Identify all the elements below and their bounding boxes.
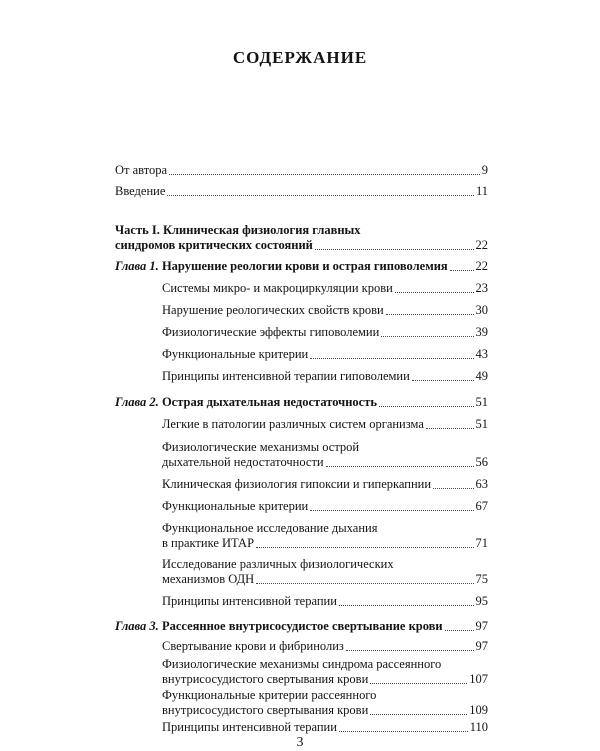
toc-entry-text: Клиническая физиология гипоксии и гиперкапнии <box>162 477 432 491</box>
toc-entry-text-line2: механизмов ОДН <box>162 572 255 586</box>
toc-entry-text: Физиологические эффекты гиповолемии <box>162 325 380 339</box>
toc-entry <box>162 325 488 340</box>
toc-entry-page: 95 <box>475 594 488 608</box>
toc-entry <box>162 417 488 432</box>
toc-entry <box>162 688 488 718</box>
toc-entry-page: 97 <box>475 639 488 653</box>
toc-entry <box>162 281 488 296</box>
toc-entry-page: 97 <box>475 619 488 633</box>
toc-entry <box>162 499 488 514</box>
toc-entry-text-line1: Физиологические механизмы синдрома рассеянного <box>162 657 442 671</box>
toc-entry-page: 22 <box>475 259 488 273</box>
toc-entry-page: 51 <box>475 417 488 431</box>
toc-entry <box>162 477 488 492</box>
toc-entry-page: 9 <box>481 163 488 177</box>
page-title: СОДЕРЖАНИЕ <box>232 48 368 67</box>
toc-entry-text: Принципы интенсивной терапии гиповолемии <box>162 369 410 383</box>
toc-entry <box>162 720 488 735</box>
toc-entry <box>162 639 488 654</box>
toc-entry-text: Нарушение реологии крови и острая гиповолемия <box>161 259 448 273</box>
toc-entry-page: 39 <box>475 325 488 339</box>
toc-entry-page: 63 <box>475 477 488 491</box>
toc-entry-page: 71 <box>475 536 488 550</box>
chapter-label: Глава 3. <box>115 619 159 633</box>
toc-entry-text-line1: Функциональное исследование дыхания <box>162 521 378 535</box>
chapter-label: Глава 2. <box>115 395 159 409</box>
toc-entry <box>162 557 488 587</box>
toc-entry-text-line1: Часть I. Клиническая физиология главных <box>115 223 361 237</box>
toc-entry <box>162 347 488 362</box>
toc-entry-text: Введение <box>115 184 166 198</box>
toc-entry-page: 51 <box>475 395 488 409</box>
page-number: 3 <box>296 735 304 750</box>
toc-entry-page: 11 <box>475 184 488 198</box>
toc-entry <box>162 369 488 384</box>
toc-entry-text-line2: внутрисосудистого свертывания крови <box>162 672 369 686</box>
toc-entry-text: Принципы интенсивной терапии <box>162 594 337 608</box>
toc-entry-introduction <box>115 184 488 199</box>
toc-entry-text-line1: Исследование различных физиологических <box>162 557 394 571</box>
toc-entry-page: 23 <box>475 281 488 295</box>
toc-entry-text: От автора <box>115 163 168 177</box>
toc-entry <box>162 594 488 609</box>
toc-entry-text: Свертывание крови и фибринолиз <box>162 639 344 653</box>
toc-entry-text: Функциональные критерии <box>162 499 309 513</box>
toc-entry <box>162 440 488 470</box>
toc-part-1 <box>115 223 488 253</box>
toc-entry-text: Острая дыхательная недостаточность <box>161 395 377 409</box>
toc-entry-text: Легкие в патологии различных систем организма <box>162 417 424 431</box>
toc-entry-page: 43 <box>475 347 488 361</box>
toc-entry <box>162 521 488 551</box>
toc-entry-text-line1: Функциональные критерии рассеянного <box>162 688 377 702</box>
toc-entry-text: Рассеянное внутрисосудистое свертывание крови <box>161 619 443 633</box>
toc-entry-from-author <box>115 163 488 178</box>
toc-entry-page: 67 <box>475 499 488 513</box>
toc-entry-text-line1: Физиологические механизмы острой <box>162 440 360 454</box>
toc-entry-page: 49 <box>475 369 488 383</box>
toc-entry-text: Системы микро- и макроциркуляции крови <box>162 281 393 295</box>
toc-entry-text-line2: синдромов критических состояний <box>115 238 313 252</box>
chapter-label: Глава 1. <box>115 259 159 273</box>
toc-entry-text-line2: в практике ИТАР <box>162 536 255 550</box>
toc-entry-text: Функциональные критерии <box>162 347 309 361</box>
toc-entry-page: 110 <box>469 720 488 734</box>
toc-entry-page: 22 <box>475 238 488 252</box>
toc-entry-page: 107 <box>469 672 488 686</box>
toc-entry <box>162 657 488 687</box>
toc-entry-page: 56 <box>475 455 488 469</box>
toc-entry-text: Нарушение реологических свойств крови <box>162 303 384 317</box>
toc-entry-text-line2: внутрисосудистого свертывания крови <box>162 703 369 717</box>
toc-entry-page: 30 <box>475 303 488 317</box>
toc-chapter-1 <box>115 259 488 274</box>
toc-entry-text-line2: дыхательной недостаточности <box>162 455 324 469</box>
toc-entry <box>162 303 488 318</box>
toc-entry-text: Принципы интенсивной терапии <box>162 720 337 734</box>
toc-chapter-3 <box>115 619 488 634</box>
toc-entry-page: 75 <box>475 572 488 586</box>
toc-chapter-2 <box>115 395 488 410</box>
toc-entry-page: 109 <box>469 703 488 717</box>
